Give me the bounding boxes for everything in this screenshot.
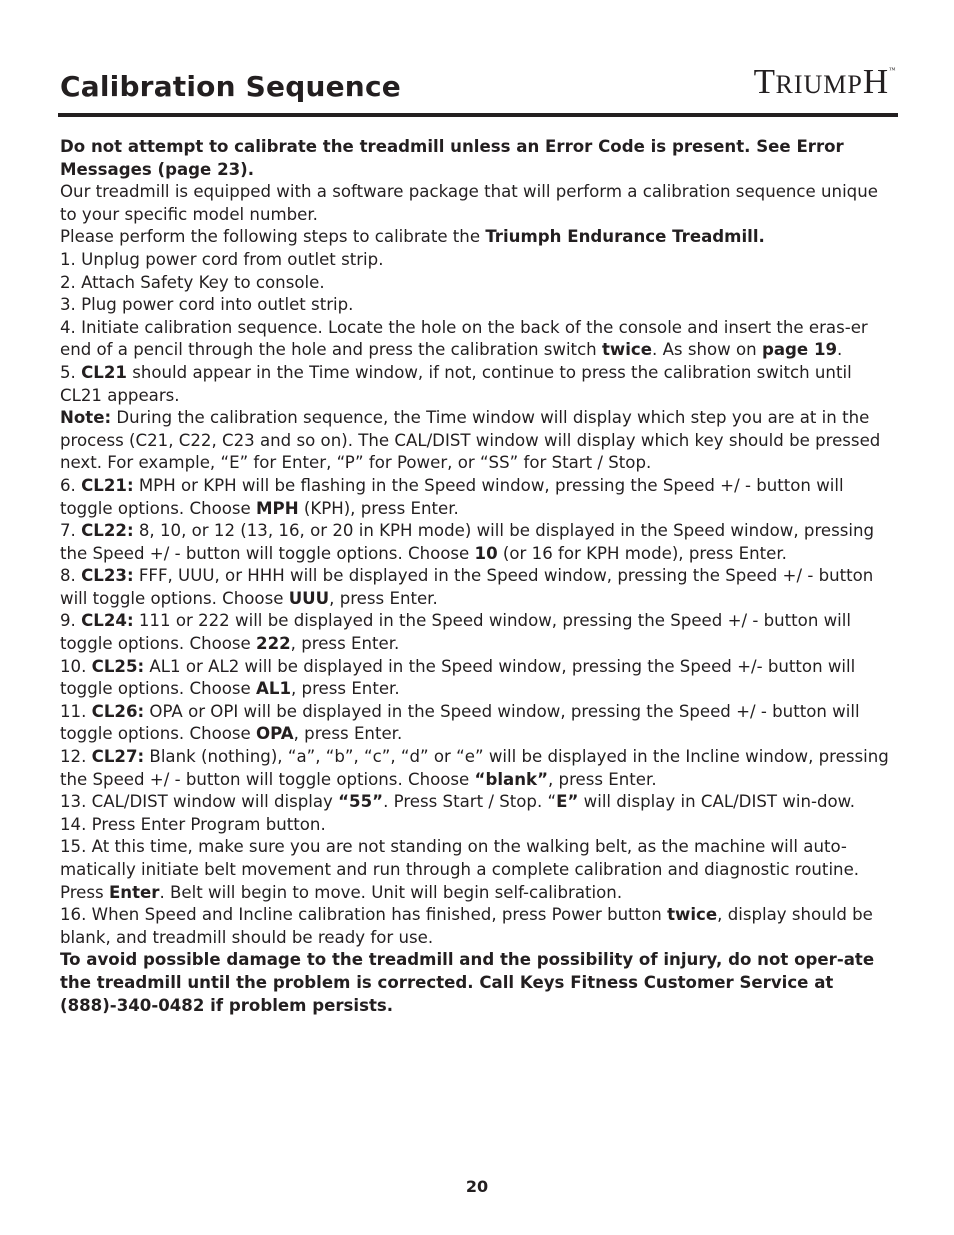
step-9: 9. CL24: 111 or 222 will be displayed in the Speed window, pressing the Speed +/ - button will toggle options. Choose 222, press Enter. — [60, 611, 852, 654]
header-rule — [58, 113, 898, 117]
step-11: 11. CL26: OPA or OPI will be displayed in the Speed window, pressing the Speed +/ - button will toggle options. Choose OPA, press Enter. — [60, 701, 860, 744]
step-3: 3. Plug power cord into outlet strip. — [60, 295, 354, 315]
perform-paragraph: Please perform the following steps to calibrate the Triumph Endurance Treadmill. — [60, 227, 765, 247]
page-number: 20 — [465, 1177, 489, 1196]
warning-bottom: To avoid possible damage to the treadmill and the possibility of injury, do not oper-ate the treadmill until the problem is corrected. Call Keys Fitness Customer Service at (888)-340-0482 if problem persists. — [60, 950, 875, 1015]
intro-paragraph: Our treadmill is equipped with a software package that will perform a calibration sequence unique to your specific model number. — [60, 182, 878, 224]
step-4: 4. Initiate calibration sequence. Locate the hole on the back of the console and insert the eras-er end of a pencil through the hole and press the calibration switch twice. As show on page 19. — [60, 317, 868, 360]
logo-letter-h: H — [862, 62, 889, 101]
step-10: 10. CL25: AL1 or AL2 will be displayed in the Speed window, pressing the Speed +/- button will toggle options. Choose AL1, press Enter. — [60, 656, 856, 699]
page-title: Calibration Sequence — [60, 70, 401, 103]
logo-letters-riump: RIUMP — [775, 70, 863, 99]
step-2: 2. Attach Safety Key to console. — [60, 272, 325, 292]
step-1: 1. Unplug power cord from outlet strip. — [60, 249, 384, 269]
warning-top: Do not attempt to calibrate the treadmill unless an Error Code is present. See Error Messages (page 23). — [60, 137, 844, 179]
step-15: 15. At this time, make sure you are not standing on the walking belt, as the machine will auto-matically initiate belt movement and run through a complete calibration and diagnostic routine. Press Enter. Belt will begin to move. Unit will begin self-calibration. — [60, 837, 860, 902]
note-paragraph: Note: During the calibration sequence, the Time window will display which step you are at in the process (C21, C22, C23 and so on). The CAL/DIST window will display which key should be pressed next. For example, “E” for Enter, “P” for Power, or “SS” for Start / Stop. — [60, 408, 881, 473]
triumph-logo — [754, 62, 896, 102]
step-16: 16. When Speed and Incline calibration has finished, press Power button twice, display should be blank, and treadmill should be ready for use. — [60, 905, 873, 947]
step-5: 5. CL21 should appear in the Time window, if not, continue to press the calibration switch until CL21 appears. — [60, 362, 852, 405]
main-content — [60, 136, 896, 1017]
step-7: 7. CL22: 8, 10, or 12 (13, 16, or 20 in KPH mode) will be displayed in the Speed window, pressing the Speed +/ - button will toggle options. Choose 10 (or 16 for KPH mode), press Enter. — [60, 521, 875, 563]
step-8: 8. CL23: FFF, UUU, or HHH will be displayed in the Speed window, pressing the Speed +/ - button will toggle options. Choose UUU, press Enter. — [60, 566, 874, 608]
step-14: 14. Press Enter Program button. — [60, 814, 326, 834]
logo-letter-t: T — [753, 62, 776, 101]
step-12: 12. CL27: Blank (nothing), “a”, “b”, “c”, “d” or “e” will be displayed in the Incline window, pressing the Speed +/ - button will toggle options. Choose “blank”, press Enter. — [60, 747, 889, 789]
step-6: 6. CL21: MPH or KPH will be flashing in the Speed window, pressing the Speed +/ - button will toggle options. Choose MPH (KPH), press Enter. — [60, 475, 844, 518]
logo-trademark: ™ — [888, 66, 896, 74]
step-13: 13. CAL/DIST window will display “55”. Press Start / Stop. “E” will display in CAL/DIST win-dow. — [60, 792, 855, 812]
